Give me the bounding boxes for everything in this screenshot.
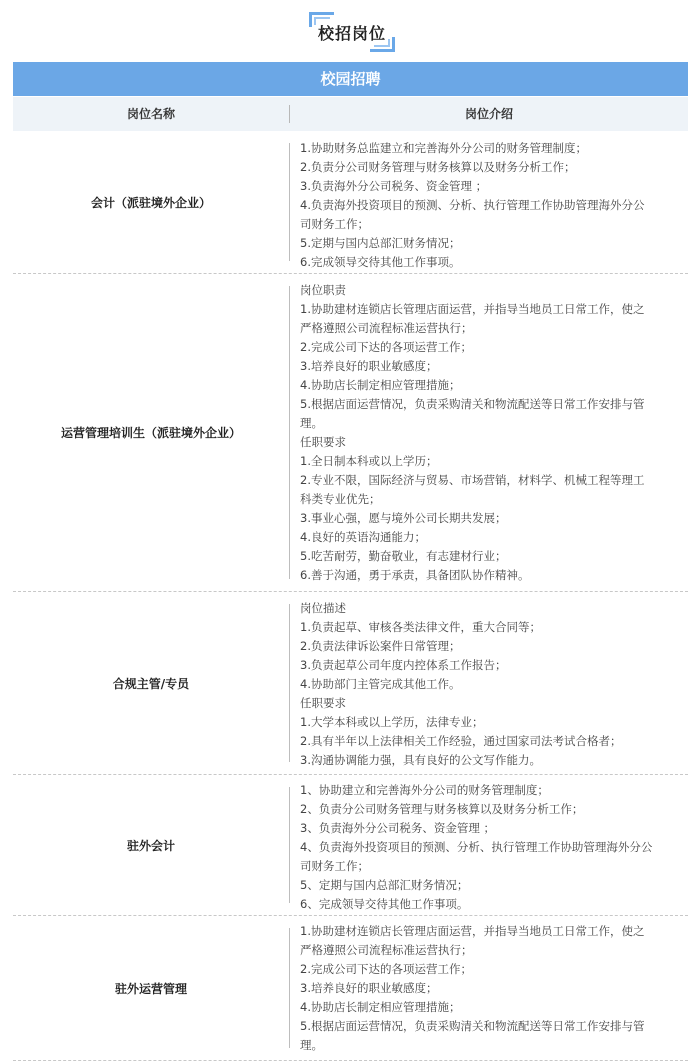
description-line: 3.培养良好的职业敏感度；	[300, 359, 438, 373]
description-line: 司财务工作；	[300, 217, 369, 231]
heading-frame	[309, 12, 395, 52]
corner-decoration-icon	[374, 39, 390, 47]
description-line: 2.负责分公司财务管理与财务核算以及财务分析工作；	[300, 160, 576, 174]
description-line: 5.吃苦耐劳，勤奋敬业，有志建材行业；	[300, 549, 507, 563]
position-name: 驻外运营管理	[114, 981, 187, 996]
description-line: 4.协助部门主管完成其他工作。	[300, 677, 461, 691]
position-description	[300, 139, 686, 272]
description-line: 1.协助财务总监建立和完善海外分公司的财务管理制度；	[300, 141, 587, 155]
position-description	[300, 599, 686, 770]
description-line: 6.完成领导交待其他工作事项。	[300, 255, 461, 269]
description-line: 5.定期与国内总部汇财务情况；	[300, 236, 461, 250]
row-divider	[289, 143, 290, 261]
description-line: 4.负责海外投资项目的预测、分析、执行管理工作协助管理海外分公	[300, 198, 645, 212]
description-line: 4.良好的英语沟通能力；	[300, 530, 426, 544]
table-banner: 校园招聘	[13, 62, 688, 96]
description-line: 5.根据店面运营情况，负责采购清关和物流配送等日常工作安排与管	[300, 397, 645, 411]
description-line: 任职要求	[300, 435, 346, 449]
description-line: 1.协助建材连锁店长管理店面运营，并指导当地员工日常工作，使之	[300, 924, 645, 938]
description-line: 司财务工作；	[300, 859, 369, 873]
description-line: 5.根据店面运营情况，负责采购清关和物流配送等日常工作安排与管	[300, 1019, 645, 1033]
table-header	[13, 97, 688, 131]
table-row	[13, 131, 688, 274]
description-line: 1.负责起草、审核各类法律文件，重大合同等；	[300, 620, 541, 634]
description-line: 6.善于沟通，勇于承责，具备团队协作精神。	[300, 568, 530, 582]
section-heading	[0, 0, 700, 62]
description-line: 3.沟通协调能力强，具有良好的公文写作能力。	[300, 753, 541, 767]
description-line: 2.负责法律诉讼案件日常管理；	[300, 639, 461, 653]
description-line: 理。	[300, 1038, 323, 1052]
page-title: 校招岗位	[317, 24, 386, 43]
description-line: 2.专业不限，国际经济与贸易、市场营销，材料学、机械工程等理工	[300, 473, 645, 487]
description-line: 科类专业优先；	[300, 492, 381, 506]
position-name: 合规主管/专员	[112, 676, 190, 691]
description-line: 3.负责起草公司年度内控体系工作报告；	[300, 658, 507, 672]
description-line: 任职要求	[300, 696, 346, 710]
description-line: 1.协助建材连锁店长管理店面运营，并指导当地员工日常工作，使之	[300, 302, 645, 316]
description-line: 3.负责海外分公司税务、资金管理 ；	[300, 179, 488, 193]
row-divider	[289, 787, 290, 903]
position-name: 驻外会计	[126, 838, 175, 853]
description-line: 3.事业心强，愿与境外公司长期共发展；	[300, 511, 507, 525]
table-row	[13, 916, 688, 1061]
description-line: 1.全日制本科或以上学历；	[300, 454, 438, 468]
description-line: 岗位描述	[300, 601, 346, 615]
column-header-name: 岗位名称	[126, 107, 175, 121]
position-name: 会计（派驻境外企业）	[90, 195, 211, 210]
column-header-intro: 岗位介绍	[464, 107, 513, 121]
position-description	[300, 922, 686, 1055]
description-line: 4、负责海外投资项目的预测、分析、执行管理工作协助管理海外分公	[300, 840, 653, 854]
table-row	[13, 592, 688, 775]
description-line: 2、负责分公司财务管理与财务核算以及财务分析工作；	[300, 802, 584, 816]
description-line: 6、完成领导交待其他工作事项。	[300, 897, 469, 911]
row-divider	[289, 928, 290, 1048]
description-line: 2.完成公司下达的各项运营工作；	[300, 340, 472, 354]
description-line: 2.具有半年以上法律相关工作经验，通过国家司法考试合格者；	[300, 734, 622, 748]
description-line: 理。	[300, 416, 323, 430]
description-line: 岗位职责	[300, 283, 346, 297]
description-line: 3.培养良好的职业敏感度；	[300, 981, 438, 995]
table-row	[13, 274, 688, 592]
position-description	[300, 781, 686, 914]
row-divider	[289, 286, 290, 579]
description-line: 4.协助店长制定相应管理措施；	[300, 378, 461, 392]
description-line: 严格遵照公司流程标准运营执行；	[300, 321, 473, 335]
description-line: 2.完成公司下达的各项运营工作；	[300, 962, 472, 976]
description-line: 1.大学本科或以上学历，法律专业；	[300, 715, 484, 729]
description-line: 3、负责海外分公司税务、资金管理 ；	[300, 821, 495, 835]
description-line: 1、协助建立和完善海外分公司的财务管理制度；	[300, 783, 549, 797]
table-row	[13, 775, 688, 916]
description-line: 严格遵照公司流程标准运营执行；	[300, 943, 473, 957]
description-line: 4.协助店长制定相应管理措施；	[300, 1000, 461, 1014]
description-line: 5、定期与国内总部汇财务情况；	[300, 878, 469, 892]
position-name: 运营管理培训生（派驻境外企业）	[60, 426, 241, 440]
position-description	[300, 281, 686, 585]
row-divider	[289, 604, 290, 762]
